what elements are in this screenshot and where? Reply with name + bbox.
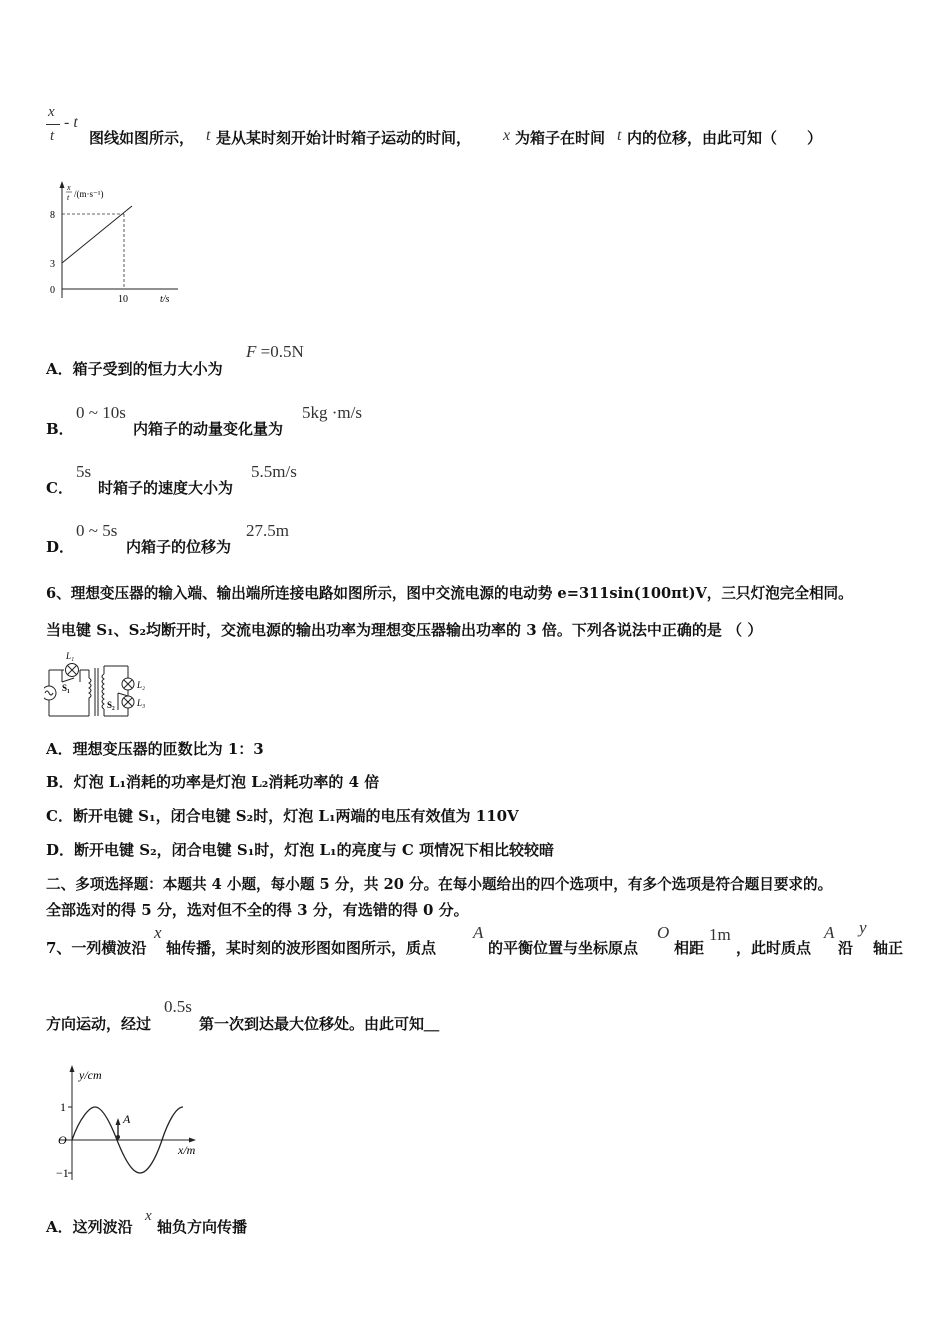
- q7-s4: 相距: [674, 939, 705, 957]
- q7-option-a-x: x: [145, 1208, 152, 1224]
- q7-s2: 轴传播，某时刻的波形图如图所示，质点: [166, 939, 437, 957]
- y-tick-8: 8: [50, 210, 55, 221]
- q7-s5: ，此时质点: [736, 939, 812, 957]
- wave-tick-m1: −1: [56, 1166, 69, 1180]
- wave-tick-1: 1: [60, 1100, 66, 1114]
- q7-math-x: x: [154, 923, 162, 942]
- option-b-prefix: B．: [46, 420, 74, 438]
- wave-point-a: A: [123, 1112, 131, 1126]
- option-a-math: F =0.5N: [246, 342, 304, 361]
- q7-option-a-1: A．这列波沿: [46, 1218, 133, 1236]
- y-label-den: t: [67, 193, 70, 202]
- option-d-text: 内箱子的位移为: [126, 538, 232, 556]
- q7-math-y: y: [859, 918, 867, 937]
- q6-line1: 6、理想变压器的输入端、输出端所连接电路如图所示，图中交流电源的电动势 e=311sin(100πt)V，三只灯泡完全相同。: [46, 585, 853, 602]
- q7-option-a-2: 轴负方向传播: [157, 1218, 248, 1236]
- stem-frac-num: x: [48, 104, 55, 120]
- q6-option-b: B．灯泡 L₁消耗的功率是灯泡 L₂消耗功率的 4 倍: [46, 773, 380, 791]
- option-d-prefix: D．: [46, 538, 75, 556]
- graph-line: [62, 206, 132, 263]
- wave-graph: [50, 1062, 210, 1187]
- y-axis-arrow: [60, 181, 65, 188]
- option-d-math1: 0 ~ 5s: [76, 521, 118, 540]
- q5-stem-text3: 为箱子在时间: [515, 129, 606, 147]
- q7-math-o: O: [657, 923, 670, 942]
- stem-x: x: [503, 127, 511, 144]
- option-c-math1: 5s: [76, 462, 92, 481]
- q7-s3: 的平衡位置与坐标原点: [488, 939, 639, 957]
- q5-stem-text4: 内的位移，由此可知（ ）: [627, 129, 823, 147]
- option-c-prefix: C．: [46, 479, 73, 497]
- wave-y-arrow: [70, 1065, 75, 1072]
- option-c-math2: 5.5m/s: [251, 462, 297, 481]
- q7-math-a: A: [473, 923, 484, 942]
- wave-y-label: y/cm: [79, 1068, 102, 1082]
- label-s2: S₂: [107, 700, 115, 710]
- section2-line2: 全部选对的得 5 分，选对但不全的得 3 分，有选错的得 0 分。: [46, 901, 469, 919]
- q7-math-a2: A: [824, 923, 835, 942]
- point-a-dot: [116, 1135, 120, 1139]
- q5-stem-text1: 图线如图所示，: [89, 129, 195, 147]
- q7-s7: 轴正: [873, 939, 904, 957]
- option-b-math1: 0 ~ 10s: [76, 403, 126, 422]
- q7-s1: 7、一列横波沿: [46, 939, 147, 957]
- q6-line2: 当电键 S₁、S₂均断开时，交流电源的输出功率为理想变压器输出功率的 3 倍。下列各说法中正确的是 （ ）: [46, 621, 763, 639]
- option-b-math2: 5kg ·m/s: [302, 403, 362, 422]
- label-l1: L₁: [66, 651, 75, 661]
- label-s1: S₁: [62, 683, 70, 693]
- label-l3: L₃: [137, 698, 146, 708]
- y-label-num: x: [67, 183, 71, 192]
- origin-label: 0: [50, 285, 55, 296]
- stem-t: t: [206, 127, 211, 144]
- option-c-text: 时箱子的速度大小为: [98, 479, 234, 497]
- stem-dash-t: - t: [64, 114, 78, 131]
- label-l2: L₂: [137, 680, 146, 690]
- option-d-math2: 27.5m: [246, 521, 289, 540]
- q7-s6: 沿: [838, 939, 854, 957]
- q7-math-1m: 1m: [709, 925, 731, 944]
- q6-option-c: C．断开电键 S₁，闭合电键 S₂时，灯泡 L₁两端的电压有效值为 110V: [46, 807, 519, 825]
- q7-math-05s: 0.5s: [164, 997, 192, 1016]
- stem-frac-den: t: [50, 128, 55, 144]
- wave-x-arrow: [189, 1138, 196, 1143]
- option-a-text: A．箱子受到的恒力大小为: [46, 360, 223, 378]
- section2-line1: 二、多项选择题：本题共 4 小题，每小题 5 分，共 20 分。在每小题给出的四个选项中，有多个选项是符合题目要求的。: [46, 876, 833, 893]
- q7-line2a: 方向运动，经过: [46, 1015, 152, 1033]
- q6-option-d: D．断开电键 S₂，闭合电键 S₁时，灯泡 L₁的亮度与 C 项情况下相比较较暗: [46, 841, 554, 859]
- y-unit: /(m·s⁻¹): [74, 189, 104, 199]
- option-b-text: 内箱子的动量变化量为: [133, 420, 284, 438]
- q7-line2b: 第一次到达最大位移处。由此可知＿: [199, 1015, 440, 1033]
- stem-t2: t: [617, 127, 622, 144]
- x-tick-10: 10: [118, 294, 128, 305]
- q6-option-a: A．理想变压器的匝数比为 1：3: [46, 740, 264, 758]
- q5-stem-text2: 是从某时刻开始计时箱子运动的时间，: [216, 129, 472, 147]
- wave-origin: O: [58, 1133, 67, 1147]
- transformer-circuit: [44, 650, 159, 720]
- velocity-time-graph: [40, 180, 190, 310]
- x-label: t/s: [160, 294, 170, 305]
- wave-x-label: x/m: [178, 1143, 196, 1157]
- y-tick-3: 3: [50, 259, 55, 270]
- frac-bar: [46, 124, 60, 125]
